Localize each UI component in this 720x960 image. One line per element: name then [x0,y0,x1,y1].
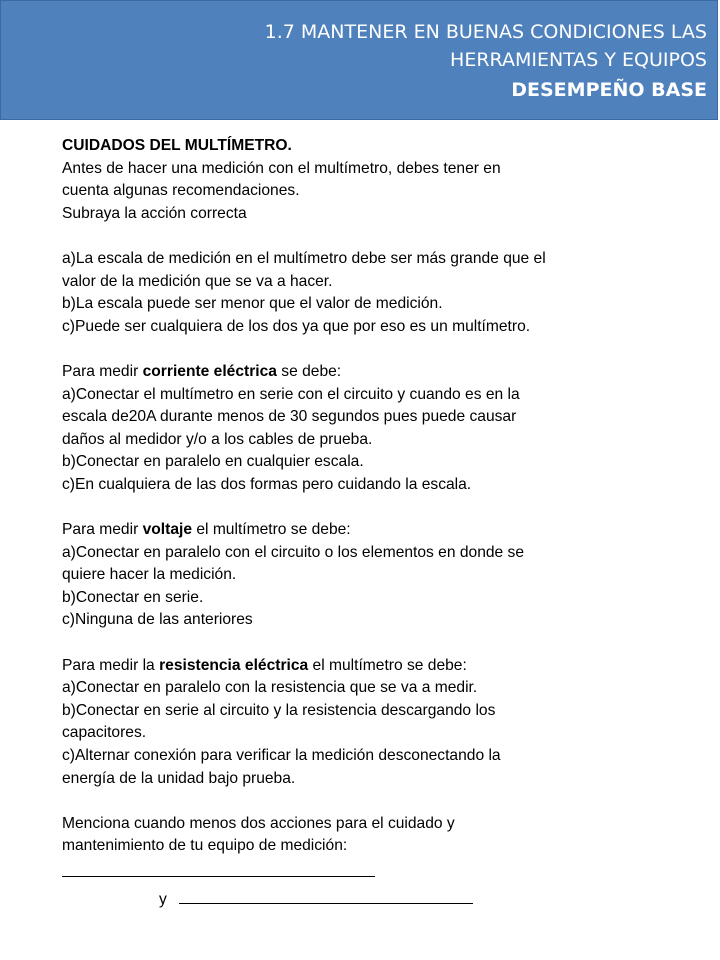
option-line[interactable]: c)En cualquiera de las dos formas pero cuidando la escala. [62,475,472,493]
intro-line: Antes de hacer una medición con el multímetro, debes tener en [62,159,501,177]
section-title: CUIDADOS DEL MULTÍMETRO. [62,137,292,154]
closing-line: mantenimiento de tu equipo de medición: [62,837,348,855]
option-line[interactable]: b)Conectar en paralelo en cualquier escala. [62,453,364,471]
intro-line: cuenta algunas recomendaciones. [62,182,300,200]
option-line[interactable]: capacitores. [62,724,147,742]
option-line[interactable]: c)Alternar conexión para verificar la medición desconectando la [62,747,501,765]
question-voltage [62,519,702,542]
option-line[interactable]: a)Conectar el multímetro en serie con el circuito y cuando es en la [62,385,520,403]
option-line[interactable]: a)Conectar en paralelo con el circuito o los elementos en donde se [62,543,525,561]
instruction-line: Subraya la acción correcta [62,204,247,222]
option-line[interactable]: b)Conectar en serie al circuito y la resistencia descargando los [62,701,496,719]
option-line[interactable]: b)La escala puede ser menor que el valor de medición. [62,295,443,313]
option-line[interactable]: b)Conectar en serie. [62,588,204,606]
header-line-3: DESEMPEÑO BASE [511,79,707,101]
keyword-voltage: voltaje [142,521,193,539]
option-line[interactable]: a)La escala de medición en el multímetro debe ser más grande que el [62,249,546,267]
option-line[interactable]: c)Ninguna de las anteriores [62,611,253,629]
answer-row-1 [62,858,702,885]
option-line[interactable]: valor de la medición que se va a hacer. [62,272,333,290]
header-banner [0,0,718,120]
option-line[interactable]: escala de20A durante menos de 30 segundos pues puede causar [62,408,517,426]
option-line[interactable]: daños al medidor y/o a los cables de prueba. [62,430,373,448]
question-text: Para medir la [62,656,160,674]
keyword-resistance: resistencia eléctrica [159,656,309,674]
question-text: se debe: [276,362,342,380]
closing-line: Menciona cuando menos dos acciones para el cuidado y [62,814,455,832]
header-line-2: HERRAMIENTAS Y EQUIPOS [450,49,707,71]
header-line-1: 1.7 MANTENER EN BUENAS CONDICIONES LAS [264,21,707,43]
answer-blank-1[interactable] [62,858,375,877]
answer-row-2 [62,885,702,912]
option-line[interactable]: quiere hacer la medición. [62,566,237,584]
option-line[interactable]: c)Puede ser cualquiera de los dos ya que por eso es un multímetro. [62,317,531,335]
connector-text: y [159,890,167,908]
question-resistance [62,655,702,678]
option-line[interactable]: a)Conectar en paralelo con la resistencia que se va a medir. [62,679,478,697]
worksheet-body [62,135,702,911]
answer-blank-2[interactable] [179,885,473,904]
option-line[interactable]: energía de la unidad bajo prueba. [62,769,296,787]
question-text: Para medir [62,521,143,539]
question-text: Para medir [62,362,143,380]
question-current [62,361,702,384]
question-text: el multímetro se debe: [192,521,351,539]
keyword-current: corriente eléctrica [142,362,277,380]
question-text: el multímetro se debe: [308,656,467,674]
